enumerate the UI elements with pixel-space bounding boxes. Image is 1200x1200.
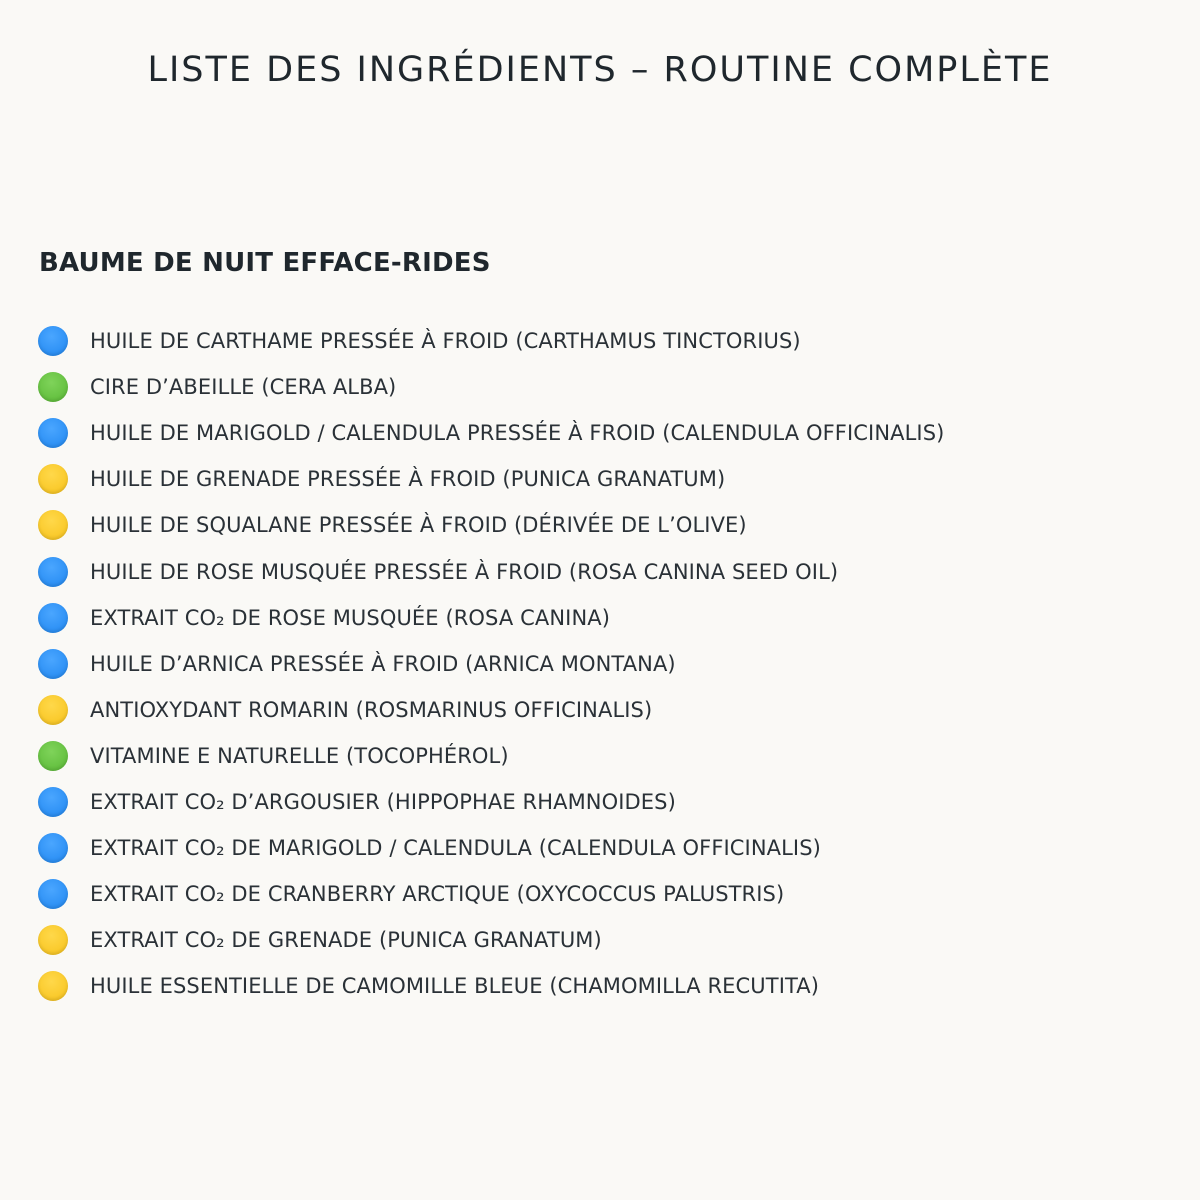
- green-circle-icon: [38, 741, 68, 771]
- ingredient-label: EXTRAIT CO₂ DE MARIGOLD / CALENDULA (CALENDULA OFFICINALIS): [90, 836, 821, 861]
- ingredient-label: EXTRAIT CO₂ DE ROSE MUSQUÉE (ROSA CANINA): [90, 605, 611, 630]
- ingredient-label: CIRE D’ABEILLE (CERA ALBA): [90, 375, 397, 400]
- list-item: [38, 687, 944, 733]
- list-item: [38, 548, 944, 594]
- ingredient-label: HUILE DE MARIGOLD / CALENDULA PRESSÉE À FROID (CALENDULA OFFICINALIS): [90, 421, 945, 446]
- ingredient-label: HUILE D’ARNICA PRESSÉE À FROID (ARNICA MONTANA): [90, 651, 676, 676]
- list-item: [38, 364, 944, 410]
- ingredient-label: EXTRAIT CO₂ DE CRANBERRY ARCTIQUE (OXYCOCCUS PALUSTRIS): [90, 882, 785, 907]
- section-title: BAUME DE NUIT EFFACE-RIDES: [39, 248, 491, 278]
- yellow-circle-icon: [38, 510, 68, 540]
- green-circle-icon: [38, 372, 68, 402]
- list-item: [38, 641, 944, 687]
- blue-circle-icon: [38, 649, 68, 679]
- yellow-circle-icon: [38, 971, 68, 1001]
- ingredient-label: HUILE ESSENTIELLE DE CAMOMILLE BLEUE (CHAMOMILLA RECUTITA): [90, 974, 820, 999]
- ingredient-list: [38, 318, 944, 1009]
- ingredient-label: HUILE DE GRENADE PRESSÉE À FROID (PUNICA GRANATUM): [90, 467, 726, 492]
- ingredient-label: HUILE DE CARTHAME PRESSÉE À FROID (CARTHAMUS TINCTORIUS): [90, 329, 801, 354]
- list-item: [38, 318, 944, 364]
- blue-circle-icon: [38, 603, 68, 633]
- list-item: [38, 502, 944, 548]
- blue-circle-icon: [38, 418, 68, 448]
- blue-circle-icon: [38, 787, 68, 817]
- blue-circle-icon: [38, 879, 68, 909]
- list-item: [38, 595, 944, 641]
- ingredient-label: ANTIOXYDANT ROMARIN (ROSMARINUS OFFICINALIS): [90, 697, 653, 722]
- ingredient-label: EXTRAIT CO₂ DE GRENADE (PUNICA GRANATUM): [90, 928, 602, 953]
- list-item: [38, 456, 944, 502]
- yellow-circle-icon: [38, 464, 68, 494]
- ingredient-label: HUILE DE ROSE MUSQUÉE PRESSÉE À FROID (ROSA CANINA SEED OIL): [90, 559, 839, 584]
- ingredient-label: VITAMINE E NATURELLE (TOCOPHÉROL): [90, 743, 509, 768]
- ingredient-label: EXTRAIT CO₂ D’ARGOUSIER (HIPPOPHAE RHAMNOIDES): [90, 789, 676, 814]
- list-item: [38, 963, 944, 1009]
- list-item: [38, 917, 944, 963]
- yellow-circle-icon: [38, 925, 68, 955]
- blue-circle-icon: [38, 557, 68, 587]
- ingredient-label: HUILE DE SQUALANE PRESSÉE À FROID (DÉRIVÉE DE L’OLIVE): [90, 513, 747, 538]
- list-item: [38, 779, 944, 825]
- list-item: [38, 871, 944, 917]
- page-title: LISTE DES INGRÉDIENTS – ROUTINE COMPLÈTE: [147, 50, 1053, 90]
- blue-circle-icon: [38, 833, 68, 863]
- yellow-circle-icon: [38, 695, 68, 725]
- list-item: [38, 410, 944, 456]
- blue-circle-icon: [38, 326, 68, 356]
- list-item: [38, 825, 944, 871]
- list-item: [38, 733, 944, 779]
